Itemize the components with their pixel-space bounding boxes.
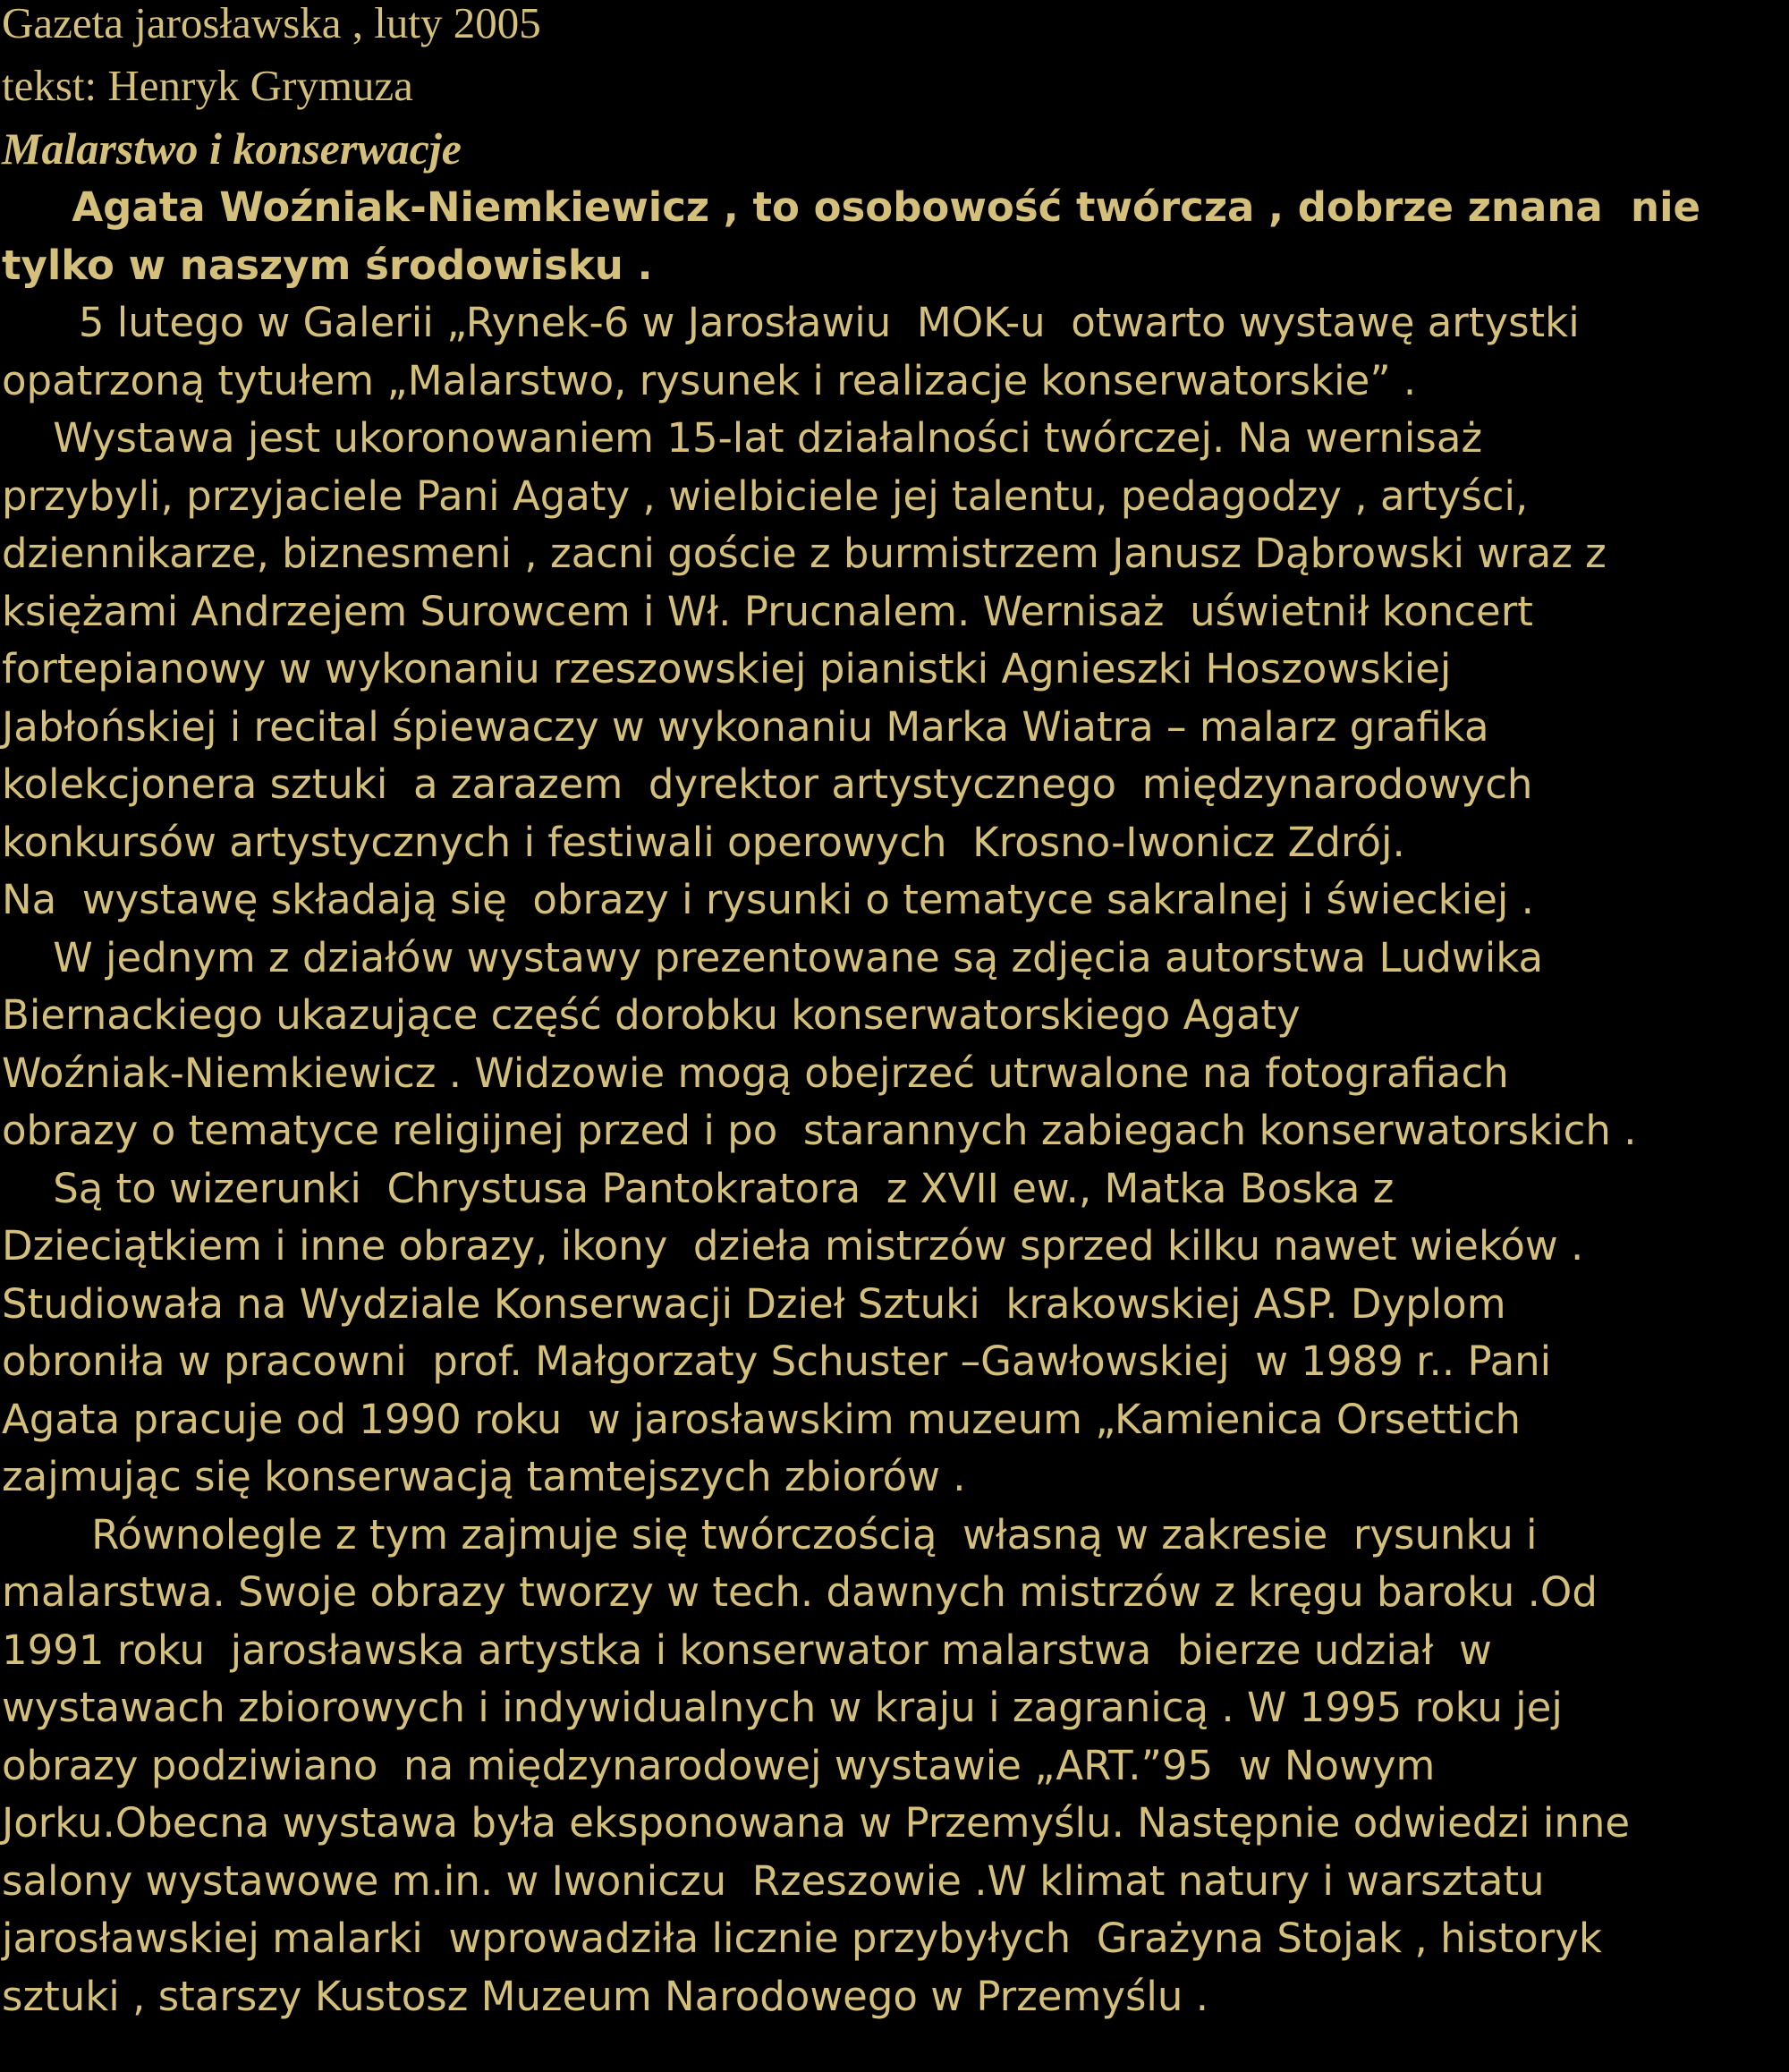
body-line: Równolegle z tym zajmuje się twórczością własną w zakresie rysunku i — [2, 1510, 1538, 1558]
body-line: księżami Andrzejem Surowcem i Wł. Prucnalem. Wernisaż uświetnił koncert — [2, 587, 1533, 635]
body-line: jarosławskiej malarki wprowadziła licznie przybyłych Grażyna Stojak , historyk — [2, 1915, 1602, 1962]
body-line: dziennikarze, biznesmeni , zacni goście z burmistrzem Janusz Dąbrowski wraz z — [2, 530, 1607, 577]
body-line: opatrzoną tytułem „Malarstwo, rysunek i realizacje konserwatorskie” . — [2, 356, 1417, 404]
body-line: obrazy podziwiano na międzynarodowej wystawie „ART.”95 w Nowym — [2, 1741, 1436, 1789]
lead-line: Agata Woźniak-Niemkiewicz , to osobowość twórcza , dobrze znana nie — [2, 183, 1701, 231]
publication-source: Gazeta jarosławska , luty 2005 — [2, 0, 541, 47]
body-line: Woźniak-Niemkiewicz . Widzowie mogą obejrzeć utrwalone na fotografiach — [2, 1049, 1509, 1097]
body-line: sztuki , starszy Kustosz Muzeum Narodowego w Przemyślu . — [2, 1972, 1209, 2020]
body-line: obroniła w pracowni prof. Małgorzaty Schuster –Gawłowskiej w 1989 r.. Pani — [2, 1337, 1552, 1385]
body-line: Jorku.Obecna wystawa była eksponowana w Przemyślu. Następnie odwiedzi inne — [2, 1799, 1631, 1847]
body-line: Wystawa jest ukoronowaniem 15-lat działalności twórczej. Na wernisaż — [2, 414, 1483, 462]
body-line: konkursów artystycznych i festiwali operowych Krosno-Iwonicz Zdrój. — [2, 818, 1405, 866]
body-line: salony wystawowe m.in. w Iwoniczu Rzeszowie .W klimat natury i warsztatu — [2, 1856, 1545, 1905]
body-line: przybyli, przyjaciele Pani Agaty , wielbiciele jej talentu, pedagodzy , artyści, — [2, 471, 1529, 520]
article-title: Malarstwo i konserwacje — [2, 123, 462, 174]
body-line: Agata pracuje od 1990 roku w jarosławskim muzeum „Kamienica Orsettich — [2, 1395, 1522, 1443]
body-line: W jednym z działów wystawy prezentowane są zdjęcia autorstwa Ludwika — [2, 933, 1544, 981]
article-author: tekst: Henryk Grymuza — [2, 61, 413, 110]
body-line: Biernackiego ukazujące część dorobku konserwatorskiego Agaty — [2, 991, 1301, 1039]
body-line: kolekcjonera sztuki a zarazem dyrektor artystycznego międzynarodowych — [2, 760, 1533, 808]
body-line: zajmując się konserwacją tamtejszych zbiorów . — [2, 1453, 966, 1500]
body-line: wystawach zbiorowych i indywidualnych w kraju i zagranicą . W 1995 roku jej — [2, 1684, 1563, 1731]
body-line: obrazy o tematyce religijnej przed i po starannych zabiegach konserwatorskich . — [2, 1107, 1637, 1154]
body-line: Studiowała na Wydziale Konserwacji Dzieł Sztuki krakowskiej ASP. Dyplom — [2, 1279, 1506, 1328]
body-line: Dzieciątkiem i inne obrazy, ikony dzieła mistrzów sprzed kilku nawet wieków . — [2, 1222, 1584, 1270]
body-line: 1991 roku jarosławska artystka i konserwator malarstwa bierze udział w — [2, 1626, 1492, 1674]
body-line: Są to wizerunki Chrystusa Pantokratora z XVII ew., Matka Boska z — [2, 1164, 1395, 1212]
body-line: malarstwa. Swoje obrazy tworzy w tech. dawnych mistrzów z kręgu baroku .Od — [2, 1568, 1598, 1616]
body-line: 5 lutego w Galerii „Rynek-6 w Jarosławiu MOK-u otwarto wystawę artystki — [2, 299, 1580, 346]
lead-line: tylko w naszym środowisku . — [2, 241, 653, 289]
article-body — [0, 179, 1789, 2025]
body-line: fortepianowy w wykonaniu rzeszowskiej pianistki Agnieszki Hoszowskiej — [2, 645, 1452, 692]
body-line: Jabłońskiej i recital śpiewaczy w wykonaniu Marka Wiatra – malarz grafika — [2, 702, 1489, 751]
body-line: Na wystawę składają się obrazy i rysunki o tematyce sakralnej i świeckiej . — [2, 876, 1534, 923]
